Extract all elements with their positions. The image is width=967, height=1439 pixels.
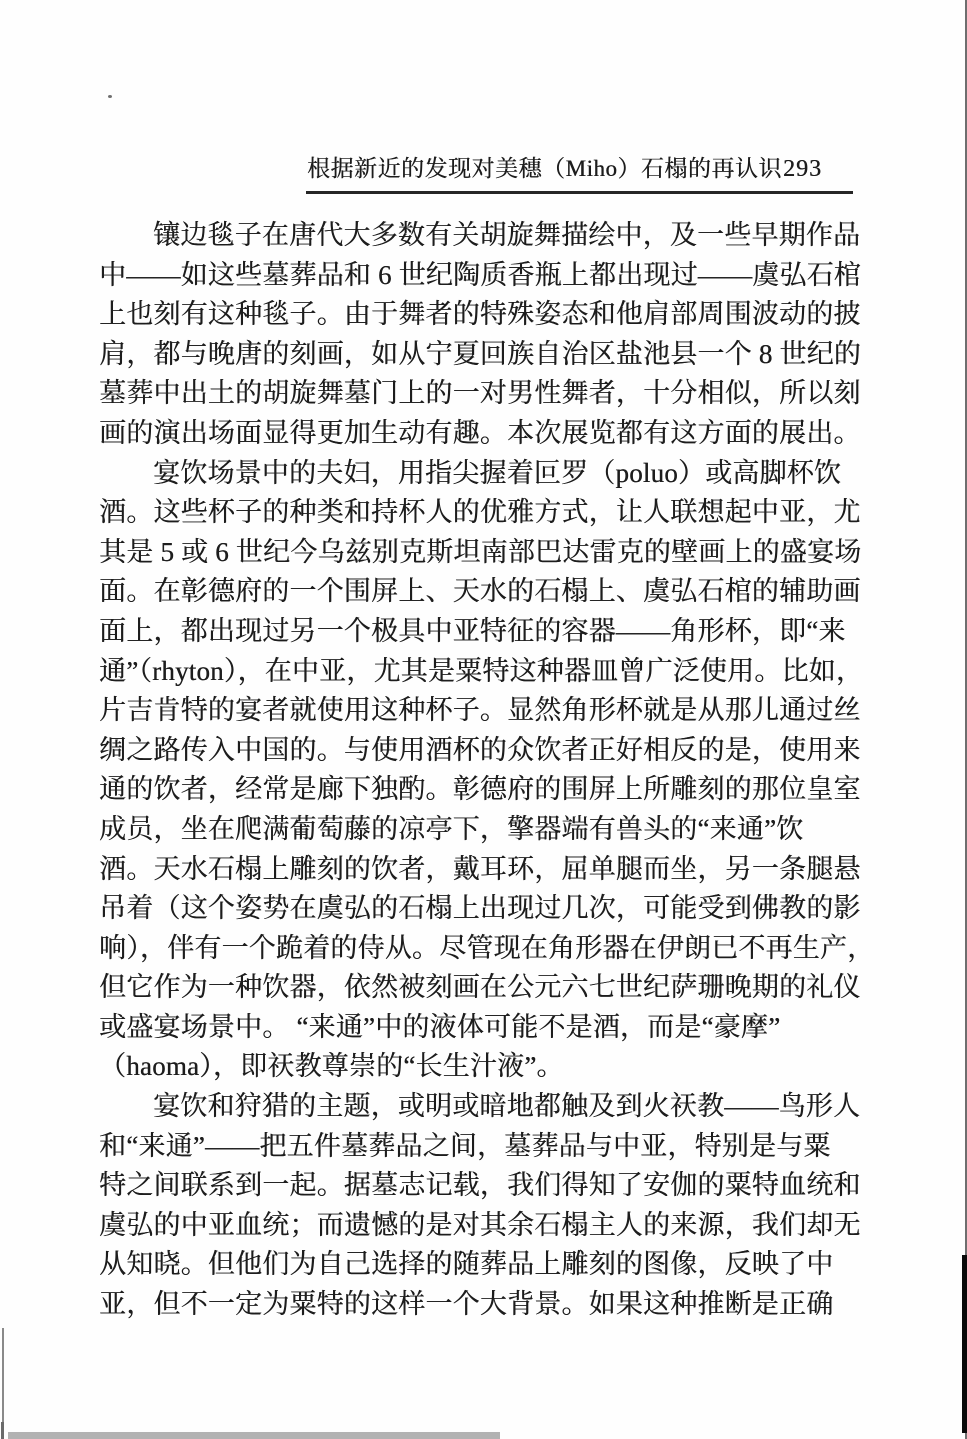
text-line: 墓葬中出土的胡旋舞墓门上的一对男性舞者，十分相似，所以刻 bbox=[99, 378, 861, 409]
text-line: 但它作为一种饮器，依然被刻画在公元六七世纪萨珊晚期的礼仪 bbox=[99, 972, 861, 1003]
text-line: 宴饮和狩猎的主题，或明或暗地都触及到火祆教——鸟形人 bbox=[153, 1091, 861, 1122]
page-number: 293 bbox=[783, 156, 822, 182]
text-line: 宴饮场景中的夫妇，用指尖握着叵罗（poluo）或高脚杯饮 bbox=[153, 457, 842, 488]
scan-left-edge-stub bbox=[1, 1422, 4, 1439]
text-line: 通”（rhyton），在中亚，尤其是粟特这种器皿曾广泛使用。比如， bbox=[99, 655, 864, 686]
scan-bottom-edge-shadow bbox=[8, 1432, 500, 1439]
scan-left-edge-line bbox=[2, 1328, 4, 1431]
text-line: 面上，都出现过另一个极具中亚特征的容器——角形杯，即“来 bbox=[99, 615, 846, 646]
text-line: 响），伴有一个跪着的侍从。尽管现在角形器在伊朗已不再生产， bbox=[99, 932, 875, 963]
text-line: （haoma），即祆教尊崇的“长生汁液”。 bbox=[99, 1051, 564, 1082]
text-line: 酒。天水石榻上雕刻的饮者，戴耳环，屈单腿而坐，另一条腿悬 bbox=[99, 853, 861, 884]
text-line: 吊着（这个姿势在虞弘的石榻上出现过几次，可能受到佛教的影 bbox=[99, 893, 861, 924]
running-header bbox=[307, 150, 822, 183]
text-line: 从知晓。但他们为自己选择的随葬品上雕刻的图像，反映了中 bbox=[99, 1249, 834, 1280]
scan-right-edge-shadow bbox=[962, 1255, 967, 1433]
text-line: 肩，都与晚唐的刻画，如从宁夏回族自治区盐池县一个 8 世纪的 bbox=[99, 338, 861, 369]
text-line: 通的饮者，经常是廊下独酌。彰德府的围屏上所雕刻的那位皇室 bbox=[99, 774, 861, 805]
text-line: 其是 5 或 6 世纪今乌兹别克斯坦南部巴达雷克的壁画上的盛宴场 bbox=[99, 536, 862, 567]
scan-speck-artifact bbox=[108, 95, 112, 98]
text-line: 酒。这些杯子的种类和持杯人的优雅方式，让人联想起中亚，尤 bbox=[99, 497, 861, 528]
text-line: 镶边毯子在唐代大多数有关胡旋舞描绘中，及一些早期作品 bbox=[153, 220, 861, 250]
text-line: 上也刻有这种毯子。由于舞者的特殊姿态和他肩部周围波动的披 bbox=[99, 299, 861, 330]
text-line: 特之间联系到一起。据墓志记载，我们得知了安伽的粟特血统和 bbox=[99, 1170, 861, 1201]
text-line: 或盛宴场景中。 “来通”中的液体可能不是酒，而是“豪摩” bbox=[99, 1011, 781, 1042]
text-line: 亚，但不一定为粟特的这样一个大背景。如果这种推断是正确 bbox=[99, 1289, 834, 1320]
text-line: 成员，坐在爬满葡萄藤的凉亭下，擎器端有兽头的“来通”饮 bbox=[99, 813, 804, 844]
text-line: 和“来通”——把五件墓葬品之间，墓葬品与中亚，特别是与粟 bbox=[99, 1130, 831, 1161]
page-body bbox=[99, 216, 875, 1325]
running-header-title: 根据新近的发现对美穗（Miho）石榻的再认识 bbox=[307, 156, 782, 181]
text-line: 片吉肯特的宴者就使用这种杯子。显然角形杯就是从那儿通过丝 bbox=[99, 695, 861, 726]
text-line: 中——如这些墓葬品和 6 世纪陶质香瓶上都出现过——虞弘石棺 bbox=[99, 259, 861, 290]
text-line: 虞弘的中亚血统；而遗憾的是对其余石榻主人的来源，我们却无 bbox=[99, 1209, 861, 1240]
text-line: 画的演出场面显得更加生动有趣。本次展览都有这方面的展出。 bbox=[99, 417, 861, 448]
text-line: 面。在彰德府的一个围屏上、天水的石榻上、虞弘石棺的辅助画 bbox=[99, 576, 861, 607]
header-rule bbox=[306, 191, 853, 194]
text-line: 绸之路传入中国的。与使用酒杯的众饮者正好相反的是，使用来 bbox=[99, 734, 861, 765]
